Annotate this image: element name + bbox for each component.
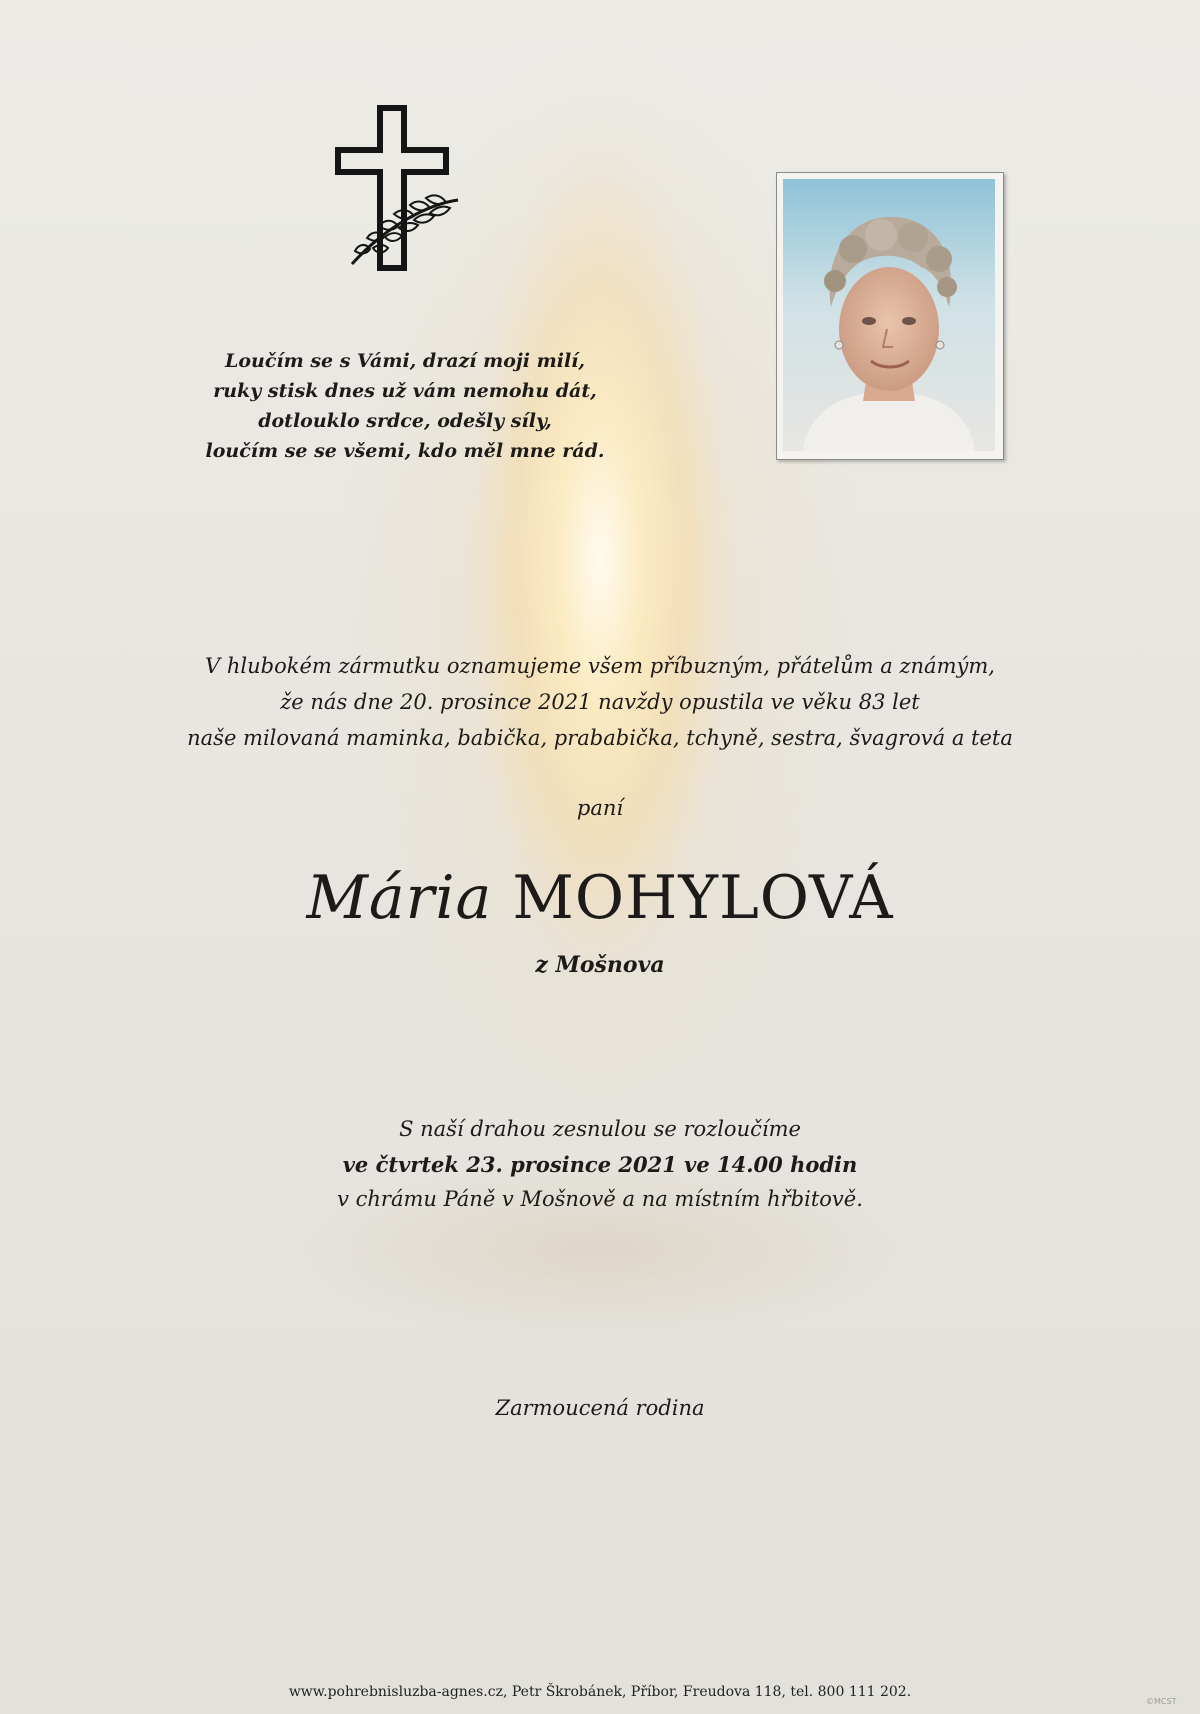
farewell-poem [180, 346, 630, 466]
funeral-service-footer: www.pohrebnisluzba-agnes.cz, Petr Škrobánek, Příbor, Freudova 118, tel. 800 111 202. [288, 1684, 912, 1700]
funeral-date-time: ve čtvrtek 23. prosince 2021 ve 14.00 hodin [342, 1152, 858, 1177]
portrait-photo [783, 179, 995, 451]
funeral-details [200, 1112, 1000, 1217]
poem-line: Loučím se s Vámi, drazí moji milí, [224, 350, 585, 372]
deceased-name [150, 858, 1050, 938]
death-announcement [150, 648, 1050, 756]
poem-line: dotlouklo srdce, odešly síly, [258, 410, 552, 432]
announcement-line: naše milovaná maminka, babička, prababička, tchyně, sestra, švagrová a teta [187, 726, 1013, 750]
cross-with-palm-icon [318, 104, 468, 274]
poem-line: ruky stisk dnes už vám nemohu dát, [213, 380, 597, 402]
deceased-origin: z Mošnova [535, 952, 665, 978]
announcement-line: V hlubokém zármutku oznamujeme všem příbuzným, přátelům a známým, [205, 654, 995, 678]
funeral-location: v chrámu Páně v Mošnově a na místním hřbitově. [337, 1187, 863, 1211]
deceased-first-name: Mária [306, 863, 493, 933]
poem-line: loučím se se všemi, kdo měl mne rád. [205, 440, 605, 462]
deceased-last-name: MOHYLOVÁ [512, 863, 894, 933]
announcement-line: že nás dne 20. prosince 2021 navždy opustila ve věku 83 let [280, 690, 920, 714]
signature: Zarmoucená rodina [495, 1396, 705, 1420]
deceased-title: paní [576, 796, 624, 820]
watermark: ©MCST [1146, 1697, 1177, 1706]
funeral-intro: S naší drahou zesnulou se rozloučíme [399, 1117, 801, 1141]
photo-frame [776, 172, 1004, 460]
